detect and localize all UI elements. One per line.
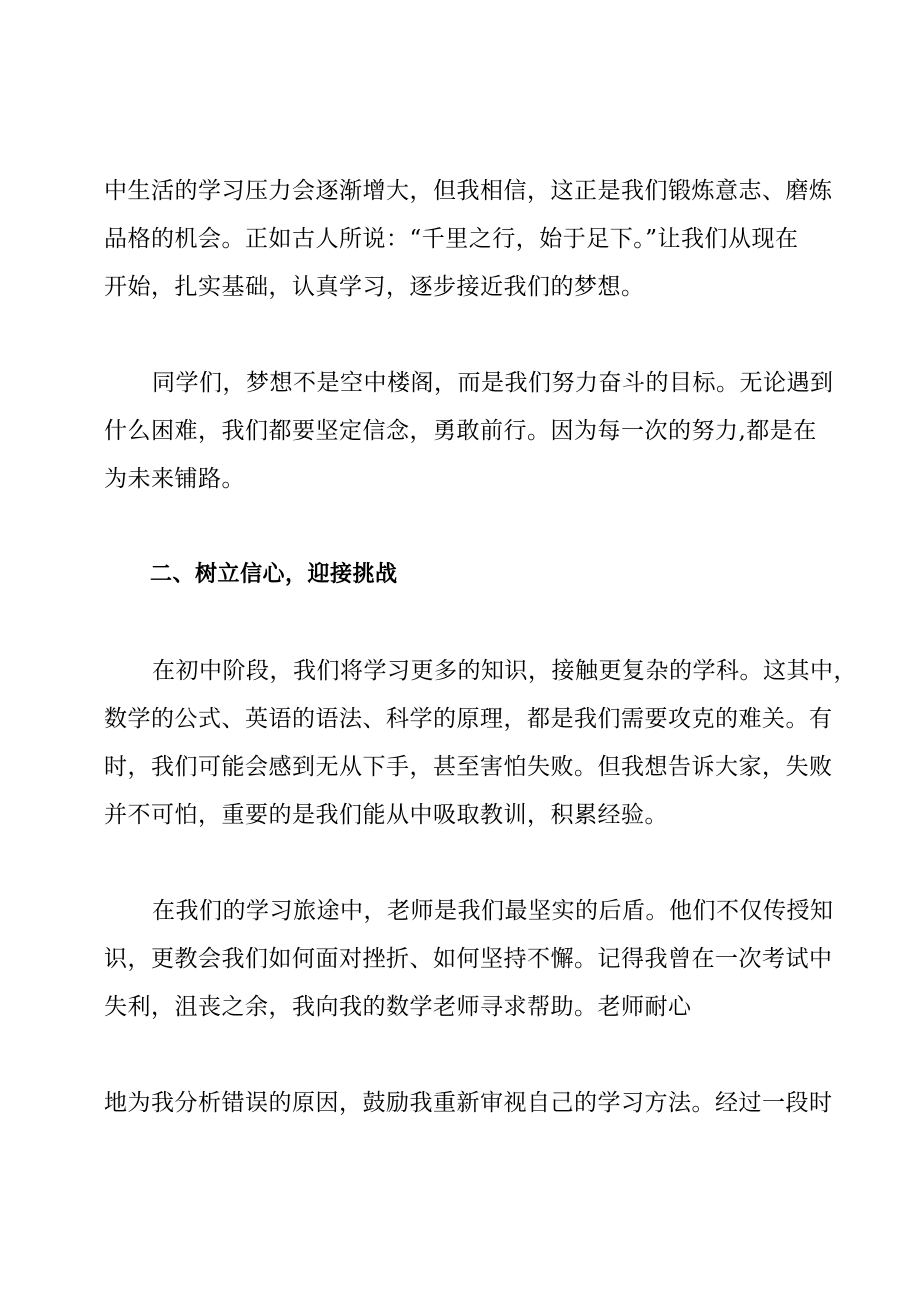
paragraph-line: 开始，扎实基础，认真学习，逐步接近我们的梦想。: [104, 274, 645, 300]
paragraph-line: 失利，沮丧之余，我向我的数学老师寻求帮助。老师耐心: [104, 994, 692, 1020]
paragraph-line: 识，更教会我们如何面对挫折、如何坚持不懈。记得我曾在一次考试中: [104, 946, 833, 972]
paragraph-line: 数学的公式、英语的语法、科学的原理，都是我们需要攻克的难关。有: [104, 706, 833, 732]
paragraph-line: 在初中阶段，我们将学习更多的知识，接触更复杂的学科。这其中，: [152, 658, 857, 684]
paragraph-line: 时，我们可能会感到无从下手，甚至害怕失败。但我想告诉大家，失败: [104, 754, 833, 780]
paragraph-line: 为未来铺路。: [104, 466, 245, 492]
paragraph-line: 品格的机会。正如古人所说：“千里之行，始于足下。”让我们从现在: [104, 226, 799, 252]
paragraph-line: 在我们的学习旅途中，老师是我们最坚实的后盾。他们不仅传授知: [152, 898, 834, 924]
paragraph-line: 同学们，梦想不是空中楼阁，而是我们努力奋斗的目标。无论遇到: [152, 370, 834, 396]
paragraph-line: 中生活的学习压力会逐渐增大，但我相信，这正是我们锻炼意志、磨炼: [104, 178, 833, 204]
paragraph-line: 什么困难，我们都要坚定信念，勇敢前行。因为每一次的努力,都是在: [104, 418, 817, 444]
paragraph-line: 地为我分析错误的原因，鼓励我重新审视自己的学习方法。经过一段时: [104, 1090, 833, 1116]
section-heading: 二、树立信心，迎接挑战: [150, 562, 398, 587]
paragraph-line: 并不可怕，重要的是我们能从中吸取教训，积累经验。: [104, 802, 668, 828]
